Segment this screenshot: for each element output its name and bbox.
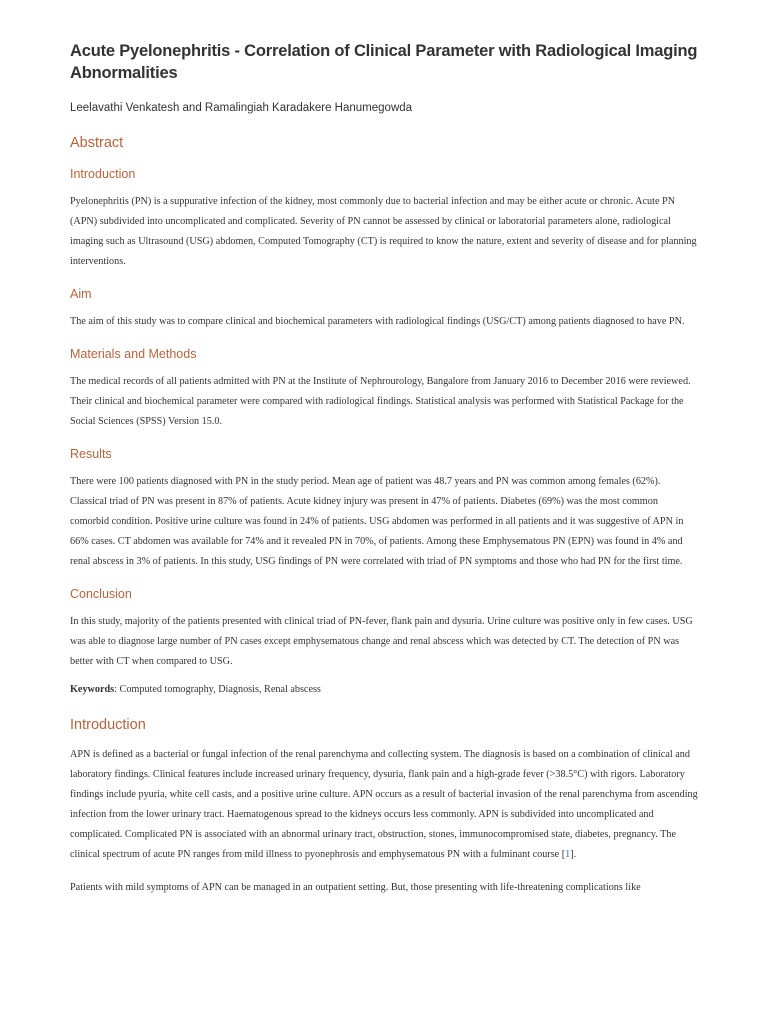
introduction-paragraph-1-text: APN is defined as a bacterial or fungal infection of the renal parenchyma and collecting system. The diagnosis is based on a combination of clinical and laboratory findings. Clinical features include increased urinary frequency, dysuria, flank pain and a high-grade fever (>38.5°C) with rigors. Laboratory findings include pyuria, white cell casts, and a positive urine culture. APN occurs as a result of bacterial invasion of the renal parenchyma from ascending infection from the lower urinary tract. Haematogenous spread to the kidneys occurs less commonly. APN is subdivided into uncomplicated and complicated. Complicated PN is associated with an abnormal urinary tract, obstruction, stones, immunocompromised state, diabetes, pregnancy. The clinical spectrum of acute PN ranges from mild illness to pyonephrosis and emphysematous PN with a fulminant course [70,749,698,860]
abstract-aim-text: The aim of this study was to compare clinical and biochemical parameters with radiological findings (USG/CT) among patients diagnosed to have PN. [70,316,685,327]
abstract-heading: Abstract [70,135,124,151]
keywords-line [70,680,698,700]
abstract-methods-text: The medical records of all patients admitted with PN at the Institute of Nephrourology, Bangalore from January 2016 to December 2016 were reviewed. Their clinical and biochemical parameter were compared with radiological findings. Statistical analysis was performed with Statistical Package for the Social Sciences (SPSS) Version 15.0. [70,376,691,427]
abstract-methods-heading: Materials and Methods [70,347,197,361]
abstract-aim-heading: Aim [70,287,92,301]
article-page [70,40,698,911]
introduction-paragraph-2: Patients with mild symptoms of APN can be managed in an outpatient setting. But, those presenting with life-threatening complications like [70,882,641,893]
article-title: Acute Pyelonephritis - Correlation of Clinical Parameter with Radiological Imaging Abnormalities [70,42,698,82]
introduction-section-heading: Introduction [70,717,146,733]
abstract-results-text: There were 100 patients diagnosed with PN in the study period. Mean age of patient was 48.7 years and PN was common among females (62%). Classical triad of PN was present in 87% of patients. Acute kidney injury was present in 47% of patients. Diabetes (69%) was the most common comorbid condition. Positive urine culture was found in 24% of patients. USG abdomen was performed in all patients and it was suggestive of APN in 66% cases. CT abdomen was available for 74% and it revealed PN in 70%, of patients. Among these Emphysematous PN (EPN) was found in 4% and renal abscess in 3% of patients. In this study, USG findings of PN were correlated with triad of PN symptoms and those who had PN for the first time. [70,476,684,567]
abstract-conclusion-text: In this study, majority of the patients presented with clinical triad of PN-fever, flank pain and dysuria. Urine culture was positive only in few cases. USG was able to diagnose large number of PN cases except emphysematous change and renal abscess which was detected by CT. The detection of PN was better with CT when compared to USG. [70,616,693,667]
article-authors: Leelavathi Venkatesh and Ramalingiah Karadakere Hanumegowda [70,102,413,114]
reference-bracket-open: [ [561,849,566,860]
reference-bracket-close: ]. [570,849,577,860]
keywords-label: Keywords [70,684,115,695]
reference-link-1[interactable]: 1 [565,849,571,860]
abstract-introduction-text: Pyelonephritis (PN) is a suppurative infection of the kidney, most commonly due to bacterial infection and may be either acute or chronic. Acute PN (APN) subdivided into uncomplicated and complicated. Severity of PN cannot be assessed by clinical or laboratorial parameters alone, radiological imaging such as Ultrasound (USG) abdomen, Computed Tomography (CT) is required to know the nature, extent and severity of disease and for planning interventions. [70,196,697,267]
keywords-text: : Computed tomography, Diagnosis, Renal abscess [114,684,321,695]
abstract-introduction-heading: Introduction [70,167,136,181]
abstract-results-heading: Results [70,447,112,461]
introduction-paragraph-1 [70,745,698,865]
abstract-conclusion-heading: Conclusion [70,587,132,601]
